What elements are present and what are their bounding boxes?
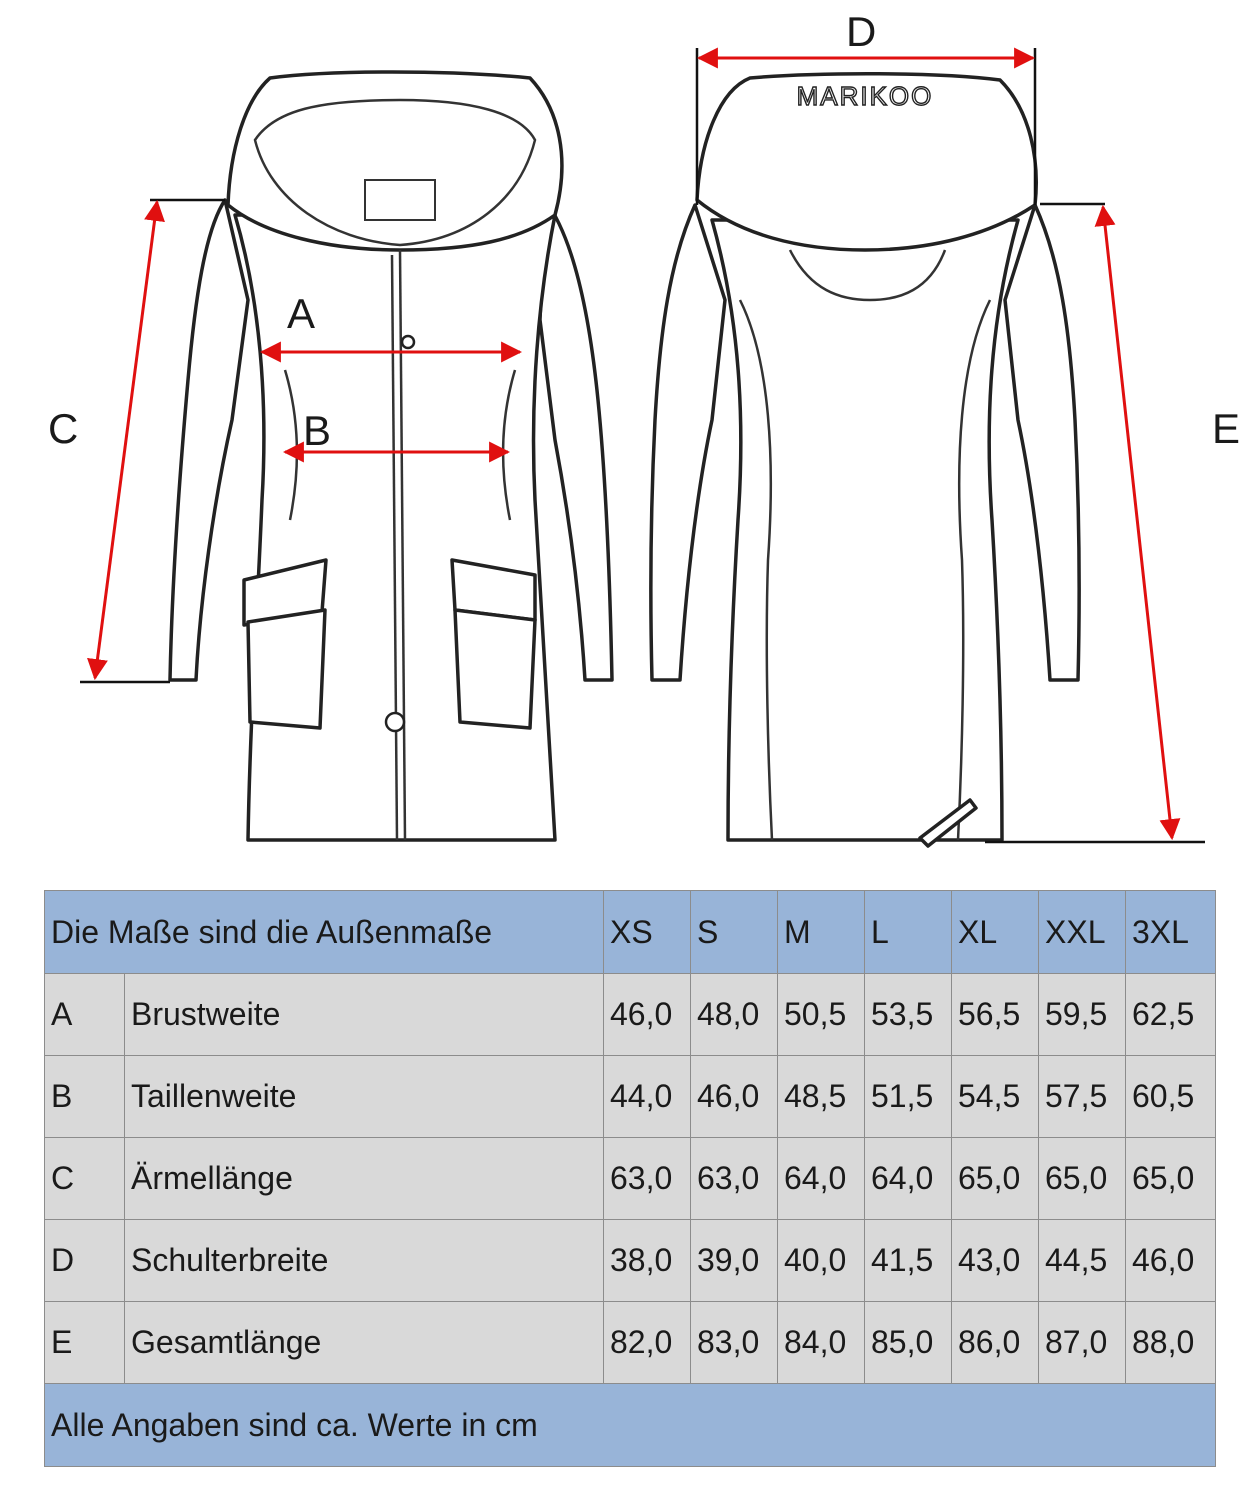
measure-value: 63,0 — [604, 1138, 691, 1220]
measure-name: Gesamtlänge — [125, 1302, 604, 1384]
measure-value: 64,0 — [865, 1138, 952, 1220]
measure-code: E — [45, 1302, 125, 1384]
measure-value: 64,0 — [778, 1138, 865, 1220]
size-table — [44, 890, 1216, 1467]
label-c: C — [48, 405, 79, 452]
hood-brand-text: MARIKOO — [796, 81, 934, 111]
measure-value: 46,0 — [604, 974, 691, 1056]
measure-value: 62,5 — [1126, 974, 1216, 1056]
measure-value: 65,0 — [1039, 1138, 1126, 1220]
measure-value: 48,0 — [691, 974, 778, 1056]
measure-value: 83,0 — [691, 1302, 778, 1384]
measure-name: Brustweite — [125, 974, 604, 1056]
measure-value: 51,5 — [865, 1056, 952, 1138]
measure-value: 57,5 — [1039, 1056, 1126, 1138]
measure-value: 41,5 — [865, 1220, 952, 1302]
measure-value: 53,5 — [865, 974, 952, 1056]
measure-value: 88,0 — [1126, 1302, 1216, 1384]
size-header: 3XL — [1126, 891, 1216, 974]
coat-front-drawing — [170, 72, 612, 840]
size-header: XS — [604, 891, 691, 974]
measure-value: 59,5 — [1039, 974, 1126, 1056]
measure-value: 48,5 — [778, 1056, 865, 1138]
measure-value: 82,0 — [604, 1302, 691, 1384]
label-b: B — [303, 407, 332, 454]
measure-value: 54,5 — [952, 1056, 1039, 1138]
coat-back-drawing — [651, 74, 1079, 846]
size-header: XXL — [1039, 891, 1126, 974]
table-row — [45, 974, 1216, 1056]
measure-value: 46,0 — [1126, 1220, 1216, 1302]
measure-value: 46,0 — [691, 1056, 778, 1138]
measure-code: B — [45, 1056, 125, 1138]
measure-code: D — [45, 1220, 125, 1302]
size-header: XL — [952, 891, 1039, 974]
label-d: D — [846, 8, 877, 55]
size-header: M — [778, 891, 865, 974]
table-footer-row — [45, 1384, 1216, 1467]
table-row — [45, 1302, 1216, 1384]
measure-value: 87,0 — [1039, 1302, 1126, 1384]
measure-value: 56,5 — [952, 974, 1039, 1056]
measure-code: C — [45, 1138, 125, 1220]
measure-code: A — [45, 974, 125, 1056]
measure-value: 40,0 — [778, 1220, 865, 1302]
table-row — [45, 1220, 1216, 1302]
measure-c-arrow — [95, 202, 157, 678]
table-header-title: Die Maße sind die Außenmaße — [45, 891, 604, 974]
size-header: L — [865, 891, 952, 974]
measure-name: Schulterbreite — [125, 1220, 604, 1302]
measure-value: 63,0 — [691, 1138, 778, 1220]
measure-value: 65,0 — [1126, 1138, 1216, 1220]
table-row — [45, 1138, 1216, 1220]
measure-value: 86,0 — [952, 1302, 1039, 1384]
size-header: S — [691, 891, 778, 974]
measure-value: 85,0 — [865, 1302, 952, 1384]
measure-name: Taillenweite — [125, 1056, 604, 1138]
table-footer-note: Alle Angaben sind ca. Werte in cm — [45, 1384, 1216, 1467]
measure-value: 43,0 — [952, 1220, 1039, 1302]
measure-value: 84,0 — [778, 1302, 865, 1384]
measure-value: 44,0 — [604, 1056, 691, 1138]
label-e: E — [1212, 405, 1241, 452]
measure-name: Ärmellänge — [125, 1138, 604, 1220]
measure-e-arrow — [1103, 207, 1172, 838]
measure-value: 50,5 — [778, 974, 865, 1056]
measure-value: 44,5 — [1039, 1220, 1126, 1302]
table-row — [45, 1056, 1216, 1138]
measure-value: 39,0 — [691, 1220, 778, 1302]
measure-value: 38,0 — [604, 1220, 691, 1302]
measure-value: 65,0 — [952, 1138, 1039, 1220]
table-header-row — [45, 891, 1216, 974]
measure-value: 60,5 — [1126, 1056, 1216, 1138]
label-a: A — [287, 290, 316, 337]
